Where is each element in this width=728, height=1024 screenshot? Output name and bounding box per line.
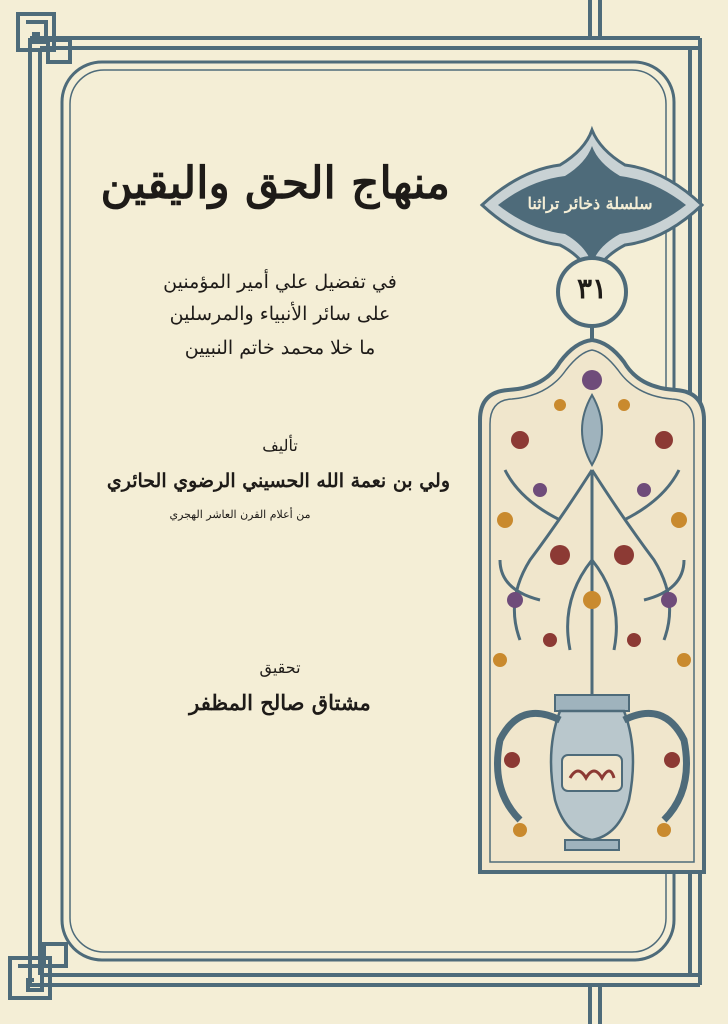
editor-label: تحقيق [259, 658, 301, 677]
corner-ornament-top [18, 14, 70, 62]
subtitle-line-3: ما خلا محمد خاتم النبيين [184, 337, 376, 359]
author-label: تأليف [262, 436, 298, 455]
series-name: سلسلة ذخائر تراثنا [527, 194, 653, 213]
author-era: من أعلام القرن العاشر الهجري [169, 508, 311, 521]
author-name: ولي بن نعمة الله الحسيني الرضوي الحائري [106, 470, 450, 492]
floral-arch-panel [480, 340, 704, 872]
editor-name: مشتاق صالح المظفر [189, 690, 371, 715]
subtitle-line-2: على سائر الأنبياء والمرسلين [169, 303, 391, 325]
subtitle-line-1: في تفضيل علي أمير المؤمنين [163, 271, 397, 293]
series-number: ٣١ [576, 272, 608, 305]
book-title: منهاج الحق واليقين [100, 158, 450, 209]
